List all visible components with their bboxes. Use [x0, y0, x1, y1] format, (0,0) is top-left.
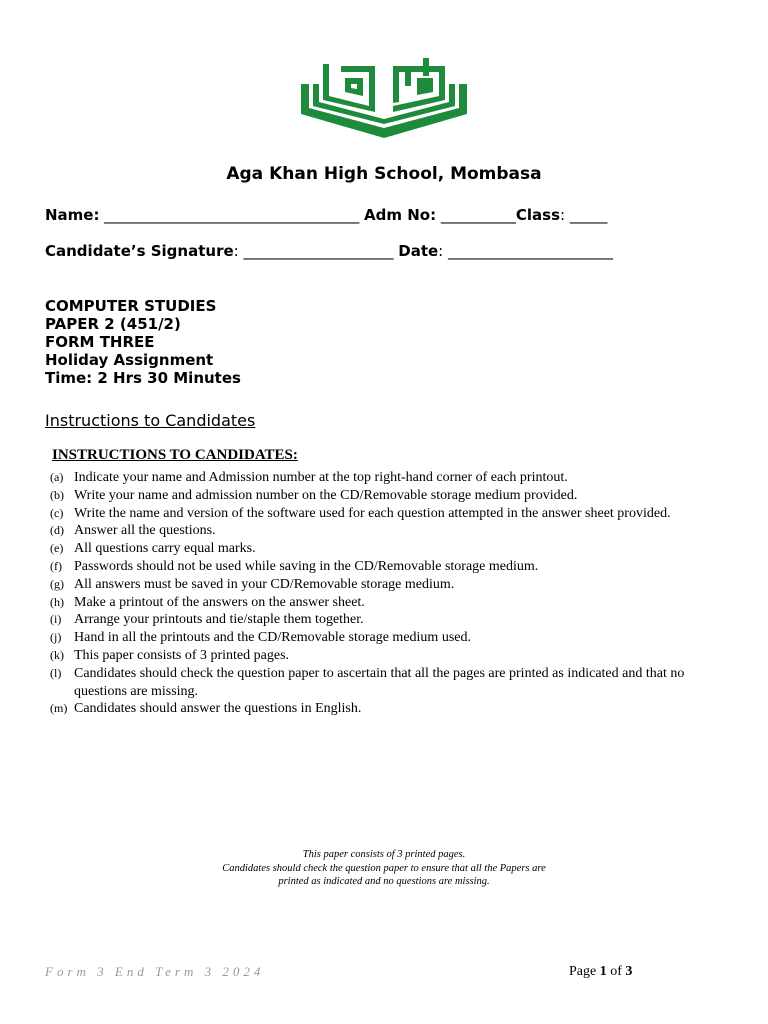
date-label: Date	[398, 242, 439, 260]
list-item: (a) Indicate your name and Admission number at the top right-hand corner of each printout.	[50, 470, 568, 485]
list-item: (m) Candidates should answer the questions in English.	[50, 701, 362, 717]
footnote-line-3: printed as indicated and no questions are missing.	[278, 876, 490, 887]
signature-date-row	[45, 242, 613, 260]
list-item: (l) Candidates should check the question paper to ascertain that all the pages are printed as indicated and that no questions are missing.	[50, 665, 685, 699]
signature-blank: : ____________________	[233, 242, 399, 260]
footer-term-label: Form 3 End Term 3 2024	[45, 964, 265, 979]
paper-time: Time: 2 Hrs 30 Minutes	[45, 369, 241, 387]
list-item: (k) This paper consists of 3 printed pages.	[50, 647, 290, 663]
adm-label: Adm No:	[364, 206, 437, 224]
instructions-list	[50, 469, 700, 718]
adm-blank: __________	[436, 206, 516, 224]
paper-type: Holiday Assignment	[45, 351, 214, 369]
list-item: (g) All answers must be saved in your CD/Removable storage medium.	[50, 576, 455, 592]
footnote-line-1: This paper consists of 3 printed pages.	[302, 849, 466, 860]
paper-subject: COMPUTER STUDIES	[45, 297, 217, 315]
class-blank: : _____	[560, 206, 608, 224]
footnote	[0, 848, 768, 889]
list-item: (h) Make a printout of the answers on the answer sheet.	[50, 594, 365, 610]
instructions-heading: Instructions to Candidates	[45, 411, 256, 430]
list-item: (c) Write the name and version of the software used for each question attempted in the answer sheet provided.	[50, 505, 671, 521]
instructions-title: INSTRUCTIONS TO CANDIDATES:	[52, 447, 298, 463]
date-blank: : ______________________	[438, 242, 613, 260]
page-current: 1	[599, 964, 607, 979]
school-logo	[299, 56, 469, 138]
list-item: (d) Answer all the questions.	[50, 523, 216, 539]
list-item: (f) Passwords should not be used while saving in the CD/Removable storage medium.	[50, 558, 539, 574]
list-item: (e) All questions carry equal marks.	[50, 541, 256, 557]
name-label: Name:	[45, 206, 100, 224]
paper-form: FORM THREE	[45, 333, 155, 351]
signature-label: Candidate’s Signature	[45, 242, 234, 260]
paper-number: PAPER 2 (451/2)	[45, 315, 181, 333]
paper-info	[45, 297, 241, 387]
list-item: (b) Write your name and admission number on the CD/Removable storage medium provided.	[50, 487, 578, 503]
name-blank: __________________________________	[99, 206, 365, 224]
list-item: (i) Arrange your printouts and tie/staple them together.	[50, 612, 364, 628]
name-adm-class-row	[45, 206, 607, 224]
school-name: Aga Khan High School, Mombasa	[226, 164, 542, 184]
page-total: 3	[625, 964, 633, 979]
page-indicator: Page 1 of 3	[569, 964, 633, 979]
footnote-line-2: Candidates should check the question paper to ensure that all the Papers are	[222, 862, 546, 874]
list-item: (j) Hand in all the printouts and the CD/Removable storage medium used.	[50, 630, 471, 646]
class-label: Class	[515, 206, 561, 224]
